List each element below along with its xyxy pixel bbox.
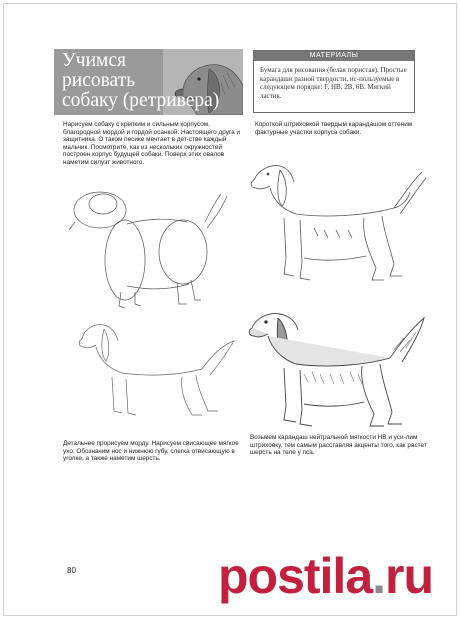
watermark-tld: ru (385, 548, 434, 604)
materials-text: Бумага для рисования (белая пористая). Простые карандаши разной твердости, ис-пользуемые в следующем порядке: F, HB, 2B, 6B. Мягкий ластик. (260, 66, 407, 100)
materials-box (253, 50, 415, 113)
step-3-text: Детальнее прорисуем морду. Нарисуем свисающее мягкое ухо. Обозначим нос и нижнюю губу, слегка отвисающую в уголке, а также наметим шерсть. (63, 440, 239, 463)
step-2-text: Короткой штриховкой твердым карандашом оттеним фактурные участки корпуса собаки. (255, 121, 413, 136)
step-1-construction-drawing (65, 182, 235, 312)
watermark-logo (218, 548, 433, 604)
materials-heading: МАТЕРИАЛЫ (254, 51, 414, 61)
step-2-dog-drawing (244, 158, 430, 293)
watermark-dot: . (372, 548, 386, 604)
step-4-text: Возьмем карандаш нейтральной мягкости HB и уси-лим штриховку, тем самым расставляя акценты того, как растет шерсть на теле у пса. (250, 434, 427, 457)
watermark-name: postila (218, 548, 373, 604)
page-title: Учимся рисовать собаку (ретривера) (62, 50, 220, 111)
page-number: 80 (67, 566, 76, 575)
step-1-text: Нарисуем собаку с крепким и сильным корпусом, благородной мордой и гордой осанкой. Настоящего друга и защитника. О таком песике мечтает в дет-стве каждый мальчик. Посмотрите, как из нескольких окружностей построен корпус будущей собаки. Поверх этих овалов наметим силуэт животного. (63, 121, 241, 166)
step-4-dog-drawing (244, 308, 430, 432)
title-banner (54, 49, 243, 115)
step-3-dog-drawing (70, 315, 240, 425)
